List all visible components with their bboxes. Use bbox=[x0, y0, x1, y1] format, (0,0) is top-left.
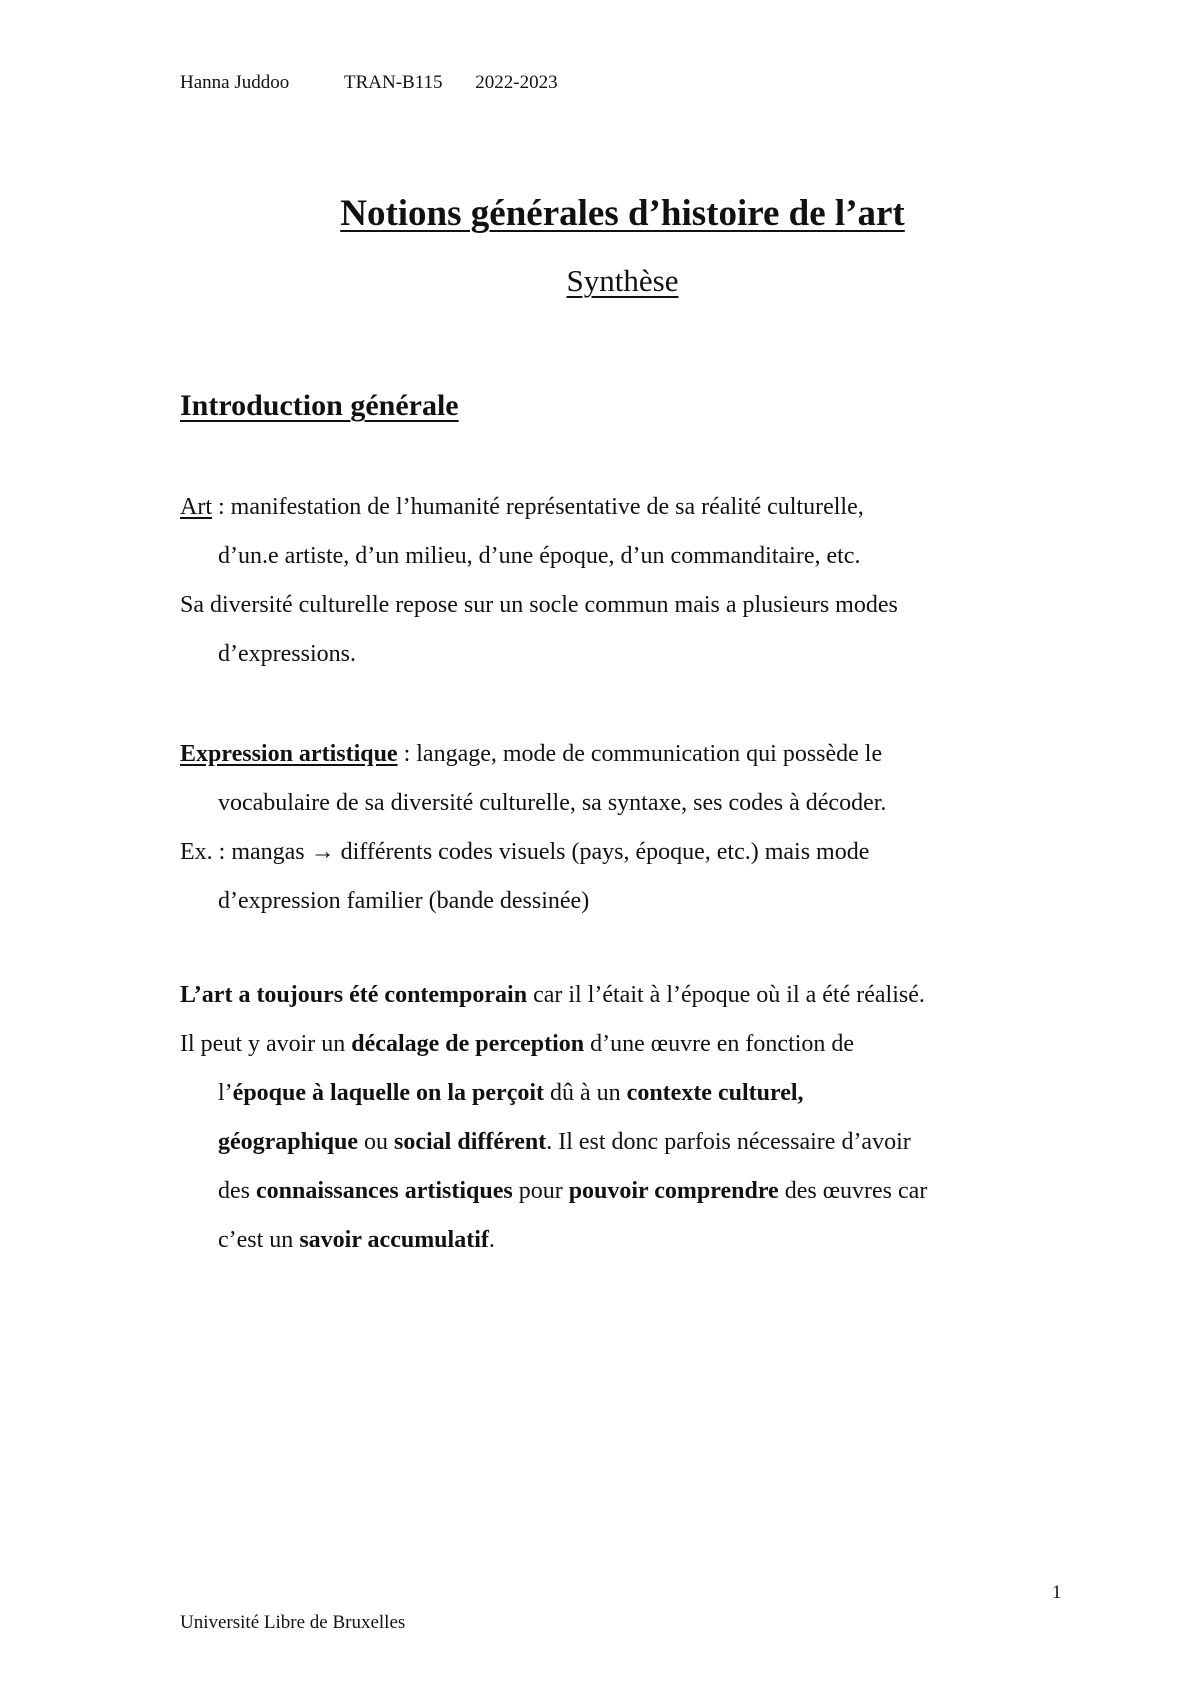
text-span: dû à un bbox=[544, 1080, 627, 1106]
term-expression-artistique: Expression artistique bbox=[180, 741, 398, 767]
text-span: Il peut y avoir un bbox=[180, 1031, 352, 1057]
text-line: vocabulaire de sa diversité culturelle, sa syntaxe, ses codes à décoder. bbox=[218, 790, 887, 816]
text-line bbox=[180, 1069, 1080, 1118]
text-span: d’une œuvre en fonction de bbox=[584, 1031, 855, 1057]
text-line bbox=[180, 1216, 1080, 1265]
document-subtitle: Synthèse bbox=[566, 263, 679, 298]
text-span: c’est un bbox=[218, 1227, 300, 1253]
bold-text: L’art a toujours été contemporain bbox=[180, 982, 528, 1008]
text-span: pour bbox=[512, 1178, 569, 1204]
bold-text: époque à laquelle on la perçoit bbox=[232, 1080, 545, 1106]
page-header bbox=[180, 72, 558, 94]
text-span: Ex. : mangas bbox=[180, 839, 311, 865]
text-span: : manifestation de l’humanité représentative de sa réalité culturelle, bbox=[212, 494, 864, 520]
header-academic-year: 2022-2023 bbox=[475, 72, 558, 93]
term-art: Art bbox=[180, 494, 212, 520]
text-line: d’expressions. bbox=[218, 641, 356, 667]
right-arrow-icon: → bbox=[310, 839, 335, 865]
text-line bbox=[180, 971, 1080, 1020]
text-line bbox=[180, 828, 1080, 877]
text-span: différents codes visuels (pays, époque, etc.) mais mode bbox=[334, 839, 870, 865]
bold-text: social différent bbox=[394, 1129, 547, 1155]
text-span: : langage, mode de communication qui possède le bbox=[397, 741, 883, 767]
text-line: Sa diversité culturelle repose sur un socle commun mais a plusieurs modes bbox=[180, 592, 898, 618]
text-span: des bbox=[218, 1178, 256, 1204]
text-line bbox=[180, 483, 1080, 532]
text-line: d’expression familier (bande dessinée) bbox=[218, 888, 590, 914]
paragraph-artistic-expression bbox=[180, 730, 1080, 926]
bold-text: géographique bbox=[218, 1129, 359, 1155]
text-span: car il l’était à l’époque où il a été réalisé. bbox=[527, 982, 925, 1008]
text-span: . bbox=[488, 1227, 495, 1253]
header-course-code: TRAN-B115 bbox=[343, 72, 443, 93]
text-span: . Il est donc parfois nécessaire d’avoir bbox=[546, 1129, 911, 1155]
section-heading: Introduction générale bbox=[180, 389, 459, 422]
text-span: ou bbox=[358, 1129, 395, 1155]
bold-text: décalage de perception bbox=[351, 1031, 585, 1057]
bold-text: contexte culturel, bbox=[626, 1080, 804, 1106]
bold-text: connaissances artistiques bbox=[256, 1178, 513, 1204]
bold-text: savoir accumulatif bbox=[299, 1227, 489, 1253]
paragraph-art-definition bbox=[180, 483, 1080, 679]
page-footer: Université Libre de Bruxelles bbox=[180, 1612, 406, 1633]
header-author: Hanna Juddoo bbox=[180, 72, 290, 93]
text-span: l’ bbox=[218, 1080, 233, 1106]
text-line bbox=[180, 1118, 1080, 1167]
page-number: 1 bbox=[1052, 1582, 1062, 1603]
text-line: d’un.e artiste, d’un milieu, d’une époque, d’un commanditaire, etc. bbox=[218, 543, 861, 569]
text-span: des œuvres car bbox=[778, 1178, 928, 1204]
paragraph-contemporary-art bbox=[180, 971, 1080, 1265]
bold-text: pouvoir comprendre bbox=[568, 1178, 779, 1204]
text-line bbox=[180, 730, 1080, 779]
document-title: Notions générales d’histoire de l’art bbox=[340, 193, 905, 234]
text-line bbox=[180, 1020, 1080, 1069]
text-line bbox=[180, 1167, 1080, 1216]
